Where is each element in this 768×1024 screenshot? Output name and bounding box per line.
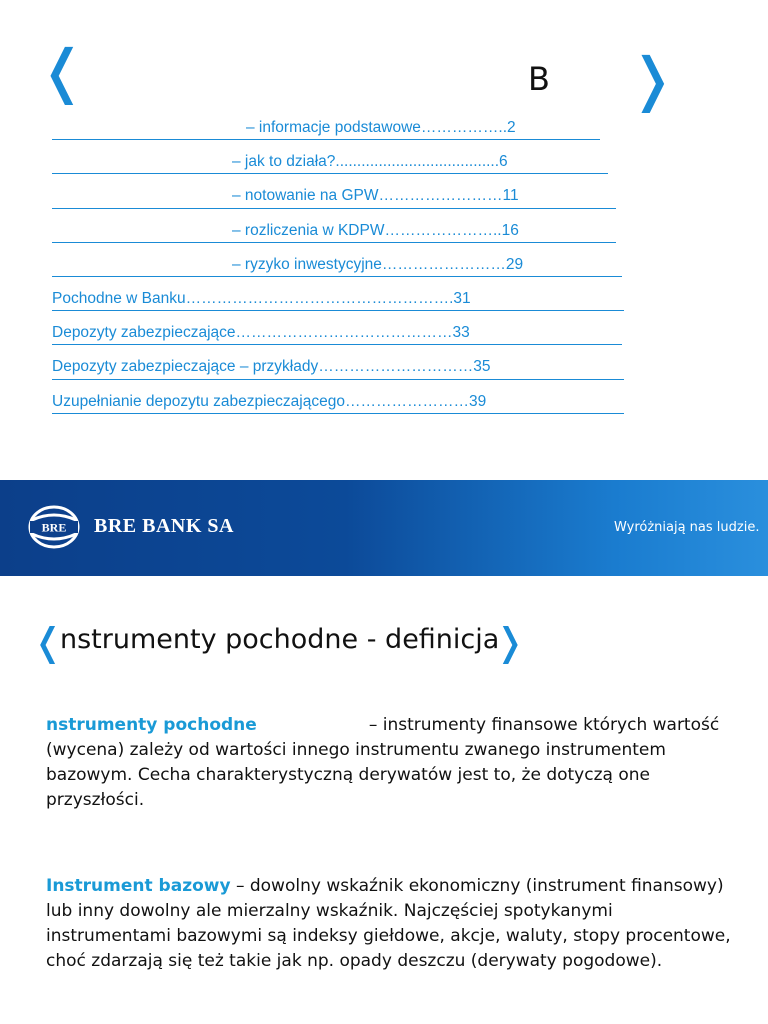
definition-text: – dowolny wskaźnik ekonomiczny (instrument finansowy) lub inny dowolny ale mierzalny wskaźnik. Najczęściej spotykanymi instrumentami bazowymi są indeksy giełdowe, akcje, waluty, stopy procentowe, choć zdarzają się też takie jak np. opady deszczu (derywaty pogodowe). [46, 876, 731, 971]
definition-text: – instrumenty finansowe których wartość (wycena) zależy od wartości innego instrumentu zwanego instrumentem bazowym. Cecha charakterystyczną derywatów jest to, że dotyczą one przyszłości. [46, 715, 720, 810]
toc-item[interactable] [52, 219, 632, 253]
toc-item-label: Uzupełnianie depozytu zabezpieczającego……………………39 [52, 392, 487, 410]
toc-item-label: Depozyty zabezpieczające……………………………………33 [52, 324, 470, 342]
toc-underline [52, 276, 622, 277]
toc-underline [52, 139, 600, 140]
toc-item[interactable] [52, 287, 632, 321]
definition-term: Instrument bazowy [46, 876, 231, 896]
toc-item-label: – ryzyko inwestycyjne……………………29 [232, 255, 524, 273]
toc-item[interactable] [52, 390, 632, 424]
toc-item-label: – rozliczenia w KDPW…………………..16 [232, 221, 519, 239]
brand-tagline: Wyróżniają nas ludzie. [614, 520, 760, 535]
toc-item-label: – notowanie na GPW……………………11 [232, 187, 519, 205]
brand-name: BRE BANK SA [94, 515, 234, 537]
chevron-right-icon[interactable]: ❭ [628, 45, 677, 113]
toc-underline [52, 344, 622, 345]
toc-item[interactable] [52, 184, 632, 218]
toc-item-label: Pochodne w Banku…………………………………………….31 [52, 289, 471, 307]
toc-underline [52, 173, 608, 174]
bre-globe-logo [26, 504, 82, 550]
toc-underline [52, 242, 616, 243]
chevron-right-icon[interactable]: ❭ [494, 620, 526, 664]
toc-item-label: – informacje podstawowe……………..2 [246, 119, 516, 136]
toc-underline [52, 310, 624, 311]
toc-underline [52, 379, 624, 380]
toc-item[interactable] [52, 355, 632, 389]
toc-item[interactable] [52, 253, 632, 287]
table-of-contents [52, 116, 632, 424]
slide-title: nstrumenty pochodne - definicja [60, 624, 500, 655]
chevron-left-icon[interactable]: ❬ [32, 620, 64, 664]
definition-term: nstrumenty pochodne [46, 715, 257, 735]
definition-paragraph [46, 874, 736, 974]
slide-table-of-contents [0, 0, 768, 480]
chevron-left-icon[interactable]: ❬ [38, 37, 87, 105]
toc-item[interactable] [52, 150, 632, 184]
toc-item-label: – jak to działa?......................................6 [232, 153, 508, 171]
definition-paragraph [46, 713, 736, 813]
toc-underline [52, 208, 616, 209]
toc-item-label: Depozyty zabezpieczające – przykłady…………………………35 [52, 358, 491, 376]
toc-item[interactable] [52, 116, 632, 150]
toc-underline [52, 413, 624, 414]
toc-item[interactable] [52, 321, 632, 355]
logo-text: BRE [41, 520, 67, 535]
slide-title-fragment: B [528, 60, 550, 98]
